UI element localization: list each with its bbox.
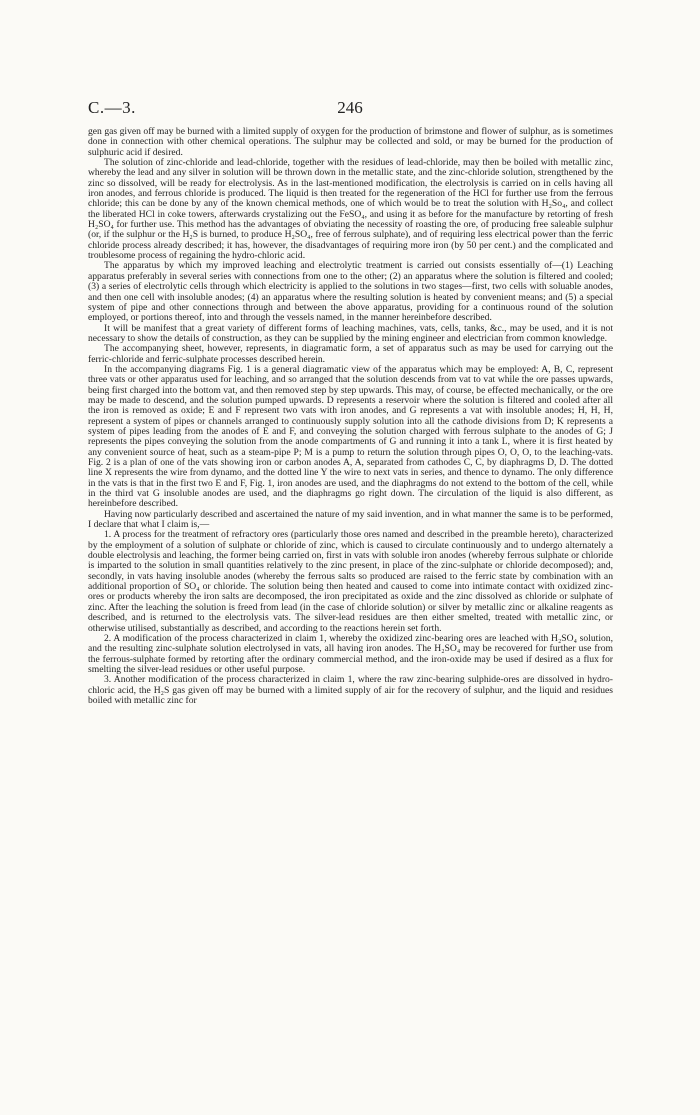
paragraph-accompanying-sheet: The accompanying sheet, however, represents, in diagramatic form, a set of apparatus such as may be used for carrying out the ferric-chloride and ferric-sulphate processes described herein. xyxy=(88,343,613,365)
paragraph-claim-intro: Having now particularly described and ascertained the nature of my said invention, and in what manner the same is to be performed, I declare that what I claim is,— xyxy=(88,508,613,531)
claim-3: 3. Another modification of the process characterized in claim 1, where the raw zinc-bearing sulphide-ores are dissolved in hydro-chloric acid, the H₂S gas given off may be burned with a limited supply of air for the recovery of sulphur, and the liquid and residues boiled with metallic zinc for xyxy=(88,674,613,706)
document-reference: C.—3. xyxy=(88,98,136,117)
claim-2: 2. A modification of the process characterized in claim 1, whereby the oxidized zinc-bearing ores are leached with H₂SO₄ solution, and the resulting zinc-sulphate solution electrolysed in vats, all having iron anodes. The H₂SO₄ may be recovered for further use from the ferrous-sulphate formed by retorting after the ordinary commercial method, and the iron-oxide may be used if desired as a flux for smelting the silver-lead residues or other useful purpose. xyxy=(88,632,613,675)
document-body xyxy=(88,127,613,706)
paragraph-variety: It will be manifest that a great variety of different forms of leaching machines, vats, cells, tanks, &c., may be used, and it is not necessary to show the details of construction, as they can be supplied by the mining engineer and electrician from common knowledge. xyxy=(88,322,613,344)
paragraph-continuation: gen gas given off may be burned with a limited supply of oxygen for the production of brimstone and flower of sulphur, as is sometimes done in connection with other chemical operations. The sulphur may be collected and sold, or may be burned for the production of sulphuric acid if desired. xyxy=(88,126,613,158)
paragraph-zinc-chloride: The solution of zinc-chloride and lead-chloride, together with the residues of lead-chloride, may then be boiled with metallic zinc, whereby the lead and any silver in solution will be thrown down in the metallic state, and the zinc-chloride solution, strengthened by the zinc so dissolved, will be ready for electrolysis. As in the last-mentioned modification, the electrolysis is carried on in cells having all iron anodes, and ferrous chloride is produced. The liquid is then treated for the regeneration of the HCl for further use from the ferrous chloride; this can be done by any of the known chemical methods, one of which would be to treat the solution with H₂So₄, and collect the liberated HCl in coke towers, afterwards crystalizing out the FeSO₄, and using it as before for the manufacture by retorting of fresh H₂SO₄ for further use. This method has the advantages of obviating the necessity of roasting the ore, of producing free saleable sulphur (or, if the sulphur or the H₂S is burned, to produce H₂SO₄, free of ferrous sulphate), and of requiring less electrical power than the ferric chloride process already described; it has, however, the disadvantages of requiring more iron (by 50 per cent.) and the complicated and troublesome process of regaining the hydro-chloric acid. xyxy=(88,157,613,262)
paragraph-diagrams: In the accompanying diagrams Fig. 1 is a general diagramatic view of the apparatus which may be employed: A, B, C, represent three vats or other apparatus used for leaching, and so arranged that the solution descends from vat to vat while the ore passes upwards, being first charged into the bottom vat, and then removed step by step upwards. This may, of course, be effected mechanically, or the ore may be made to descend, and the solution pumped upwards. D represents a reservoir where the solution is filtered and cooled after all the iron is removed as oxide; E and F represent two vats with iron anodes, and G represents a vat with insoluble anodes; H, H, H, represent a system of pipes or channels arranged to continuously supply solution into all the cathode divisions from D; K represents a system of pipes leading from the anodes of E and F, and conveying the solution charged with ferrous sulphate to the anodes of G; J represents the pipes conveying the solution from the anode compartments of G and running it into a tank L, where it is first heated by any convenient source of heat, such as a steam-pipe P; M is a pump to return the solution through pipes O, O, O, to the leaching-vats. Fig. 2 is a plan of one of the vats showing iron or carbon anodes A, A, separated from cathodes C, C, by diaphragms D, D. The dotted line X represents the wire from dynamo, and the dotted line Y the wire to next vats in series, and thence to dynamo. The only difference in the vats is that in the first two E and F, Fig. 1, iron anodes are used, and the diaphragms do not extend to the bottom of the cell, while in the third vat G insoluble anodes are used, and the diaphragms go right down. The circulation of the liquid is also different, as hereinbefore described. xyxy=(88,363,613,510)
paragraph-apparatus: The apparatus by which my improved leaching and electrolytic treatment is carried out consists essentially of—(1) Leaching apparatus preferably in several series with connections from one to the other; (2) an apparatus where the solution is filtered and cooled; (3) a series of electrolytic cells through which electricity is applied to the solutions in two stages—first, two cells with soluable anodes, and then one cell with insoluble anodes; (4) an apparatus where the resulting solution is heated by convenient means; and (5) a special system of pipe and other connections through and between the above apparatus, providing for a continuous round of the solution employed, or portions thereof, into and through the vessels named, in the manner hereinbefore described. xyxy=(88,260,613,324)
claim-1: 1. A process for the treatment of refractory ores (particularly those ores named and described in the preamble hereto), characterized by the employment of a solution of sulphate or chloride of zinc, which is caused to circulate continuously and to undergo alternately a double electrolysis and leaching, the former being carried on, first in vats with soluble iron anodes (whereby ferrous sulphate or chloride is imparted to the solution in small quantities relatively to the zinc present, in place of the zinc-sulphate or chloride decomposed); and, secondly, in vats having insoluble anodes (whereby the ferrous salts so produced are raised to the ferric state by combination with an additional proportion of SO₄ or chloride. The solution being then heated and caused to come into intimate contact with oxidized zinc-ores or products whereby the iron salts are decomposed, the iron precipitated as oxide and the zinc dissolved as chloride or sulphate of zinc. After the leaching the solution is freed from lead (in the case of chloride solution) or silver by metallic zinc or alkaline reagents as described, and is returned to the electrolysis vats. The silver-lead residues are then either smelted, treated with metallic zinc, or otherwise utilised, substantially as described, and according to the reactions herein set forth. xyxy=(88,529,613,634)
page-number: 246 xyxy=(337,98,363,117)
